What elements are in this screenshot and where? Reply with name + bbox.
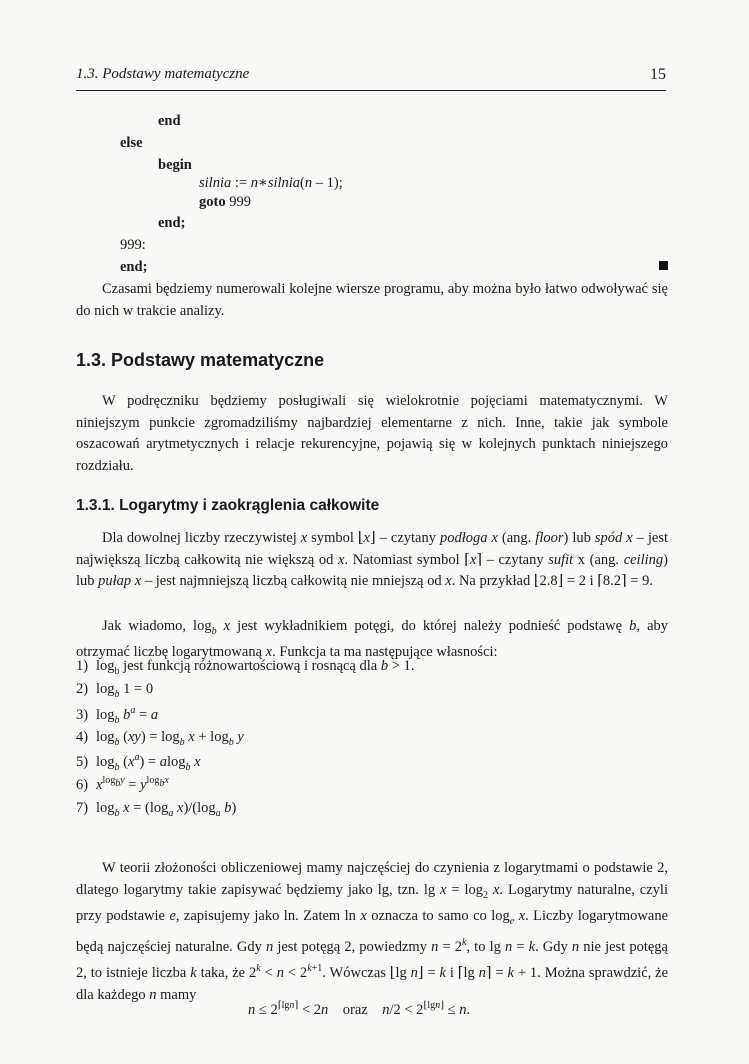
property-text: $\log_b (xy) = \log_b x + \log_b y$ [96,729,244,748]
code-token: silnia [199,175,232,191]
ceil-bracket: ⌉ [476,551,483,568]
math-var: x [363,530,370,546]
text-run: ) lub [563,530,595,546]
text-run: symbol [307,530,358,546]
text-run: . Na przykład ⌊2.8⌋ = 2 i ⌈8.2⌉ = 9. [451,573,653,589]
text-run: jest wykładnikiem potęgi, do której należy podnieść podstawę [230,618,630,634]
text-run: ) lub [76,551,668,589]
section-text: W podręczniku będziemy posługiwali się wielokrotnie pojęciami matematycznymi. W niniejszym punkcie zgromadziliśmy najbardziej elementarne z nich. Inne, takie jak symbole oszacowań arytmetycznych i relacje rekurencyjne, pojawią się w kolejnych punktach niniejszego rozdziału. [76,393,668,474]
code-token: ∗ [257,175,268,191]
math-var: x [469,551,477,568]
code-token: := [231,175,251,191]
text-run: – czytany [375,530,440,546]
code-token: 999 [225,194,251,210]
intro-paragraph [76,279,668,322]
subsection-title: 1.3.1. Logarytmy i zaokrąglenia całkowite [76,497,380,514]
page-header [76,64,666,91]
complexity-text: W teorii złożoności obliczeniowej mamy najczęściej do czynienia z logarytmami o podstawie 2, dlatego logarytmy takie zapisywać będziemy jako lg, tzn. $\lg x = \log_2 x$. Logarytmy naturalne, czyli przy podstawie e, zapisujemy jako ln. Zatem ln x oznacza to samo co $\log_e x$. Liczby logarytmowane będą najczęściej naturalne. Gdy n jest potęgą 2, powiedzmy $n = 2^k$, to lg n = k. Gdy n nie jest potęgą 2, to istnieje liczba k taka, że $2^k < n < 2^{k+1}$. Wówczas ⌊lg n⌋ = k i ⌈lg n⌉ = k + 1. Można sprawdzić, że dla każdego n mamy [76,860,669,1003]
code-token: silnia [267,175,301,191]
log-property-item [76,800,236,819]
floor-bracket: ⌋ [369,530,376,546]
text-run: x (ang. [573,551,624,568]
ceil-bracket: ⌈ [464,551,470,568]
math-var: x [265,644,273,661]
text-run: . Natomiast symbol [344,551,465,568]
text-run: Dla dowolnej liczby rzeczywistej [102,530,301,546]
code-token: n [304,175,313,191]
log-property-item [76,705,158,726]
complexity-paragraph [76,858,668,1006]
log-definition-paragraph [76,616,668,664]
floor-ceiling-paragraph [76,528,668,593]
qed-square-icon [659,261,668,270]
math-var: x [223,618,231,634]
text-run: – jest największą liczbą całkowitą nie większą od [76,530,669,568]
property-number: 5) [76,753,89,770]
term: sufit [548,551,574,568]
code-token: – 1); [312,175,343,191]
code-line-end-1: end [158,113,181,129]
code-line-goto [199,193,251,211]
property-number: 7) [76,800,89,816]
text-run: (ang. [497,530,536,546]
log-inequality-formula: $n \le 2^{⌈lgn⌉} < 2n$ oraz $n/2 < 2^{⌊lgn⌋} \le n$. [248,1000,471,1018]
property-number: 6) [76,776,89,793]
section-title: 1.3. Podstawy matematyczne [76,350,325,370]
floor-bracket: ⌊ [357,530,364,546]
property-number: 4) [76,729,89,745]
code-keyword: goto [199,194,226,210]
term: pułap x [98,573,142,589]
page-number: 15 [650,66,666,83]
property-number: 2) [76,681,89,697]
math-var: x [300,530,308,546]
term: spód x [594,530,633,546]
log-property-item [76,681,153,700]
property-text: $\log_b x = (\log_a$ $x)/(\log_a$ b) [96,800,237,819]
term: podłoga x [439,530,498,546]
section-paragraph [76,391,668,477]
text-run [217,618,224,634]
property-number: 3) [76,706,89,723]
intro-text: Czasami będziemy numerowali kolejne wiersze programu, aby można było łatwo odwoływać się do nich w trakcie analizy. [76,281,668,319]
code-line-begin: begin [158,157,192,173]
property-text: $\log_b (x^a) = alog_b$ x [96,752,201,773]
log-property-item [76,658,414,677]
code-line-end-2: end; [158,215,186,231]
property-text: $x^{log_by} = y^{log_bx}$ [96,775,169,793]
math-var: b [629,618,637,634]
math-var: b [211,625,217,637]
text-run: . Funkcja ta ma następujące własności: [272,644,498,661]
property-text: $\log_b 1 = 0$ [96,681,154,700]
code-line-assign [199,174,343,192]
running-title: 1.3. Podstawy matematyczne [76,66,250,82]
property-text: $\log_b$ jest funkcją różnowartościową i rosnącą dla b > 1. [96,658,415,677]
log-property-item [76,775,169,794]
math-var: x [338,551,345,568]
text-run: , aby otrzymać liczbę logarytmowaną [76,618,669,661]
log-property-item [76,752,201,773]
code-line-end-3: end; [120,259,148,275]
code-token: n [250,175,258,191]
text-run: – czytany [482,551,549,568]
code-line-label: 999: [120,237,146,253]
term: ceiling [623,551,664,568]
property-text: $\log_b b^a = a$ [96,705,159,726]
text-run: Jak wiadomo, log [102,618,212,634]
math-var: x [445,573,452,589]
text-run: – jest najmniejszą liczbą całkowitą nie mniejszą od [141,573,446,589]
log-property-item [76,729,244,748]
code-line-else: else [120,135,143,151]
term: floor [535,530,564,546]
property-number: 1) [76,658,89,674]
code-token: ( [300,175,305,191]
